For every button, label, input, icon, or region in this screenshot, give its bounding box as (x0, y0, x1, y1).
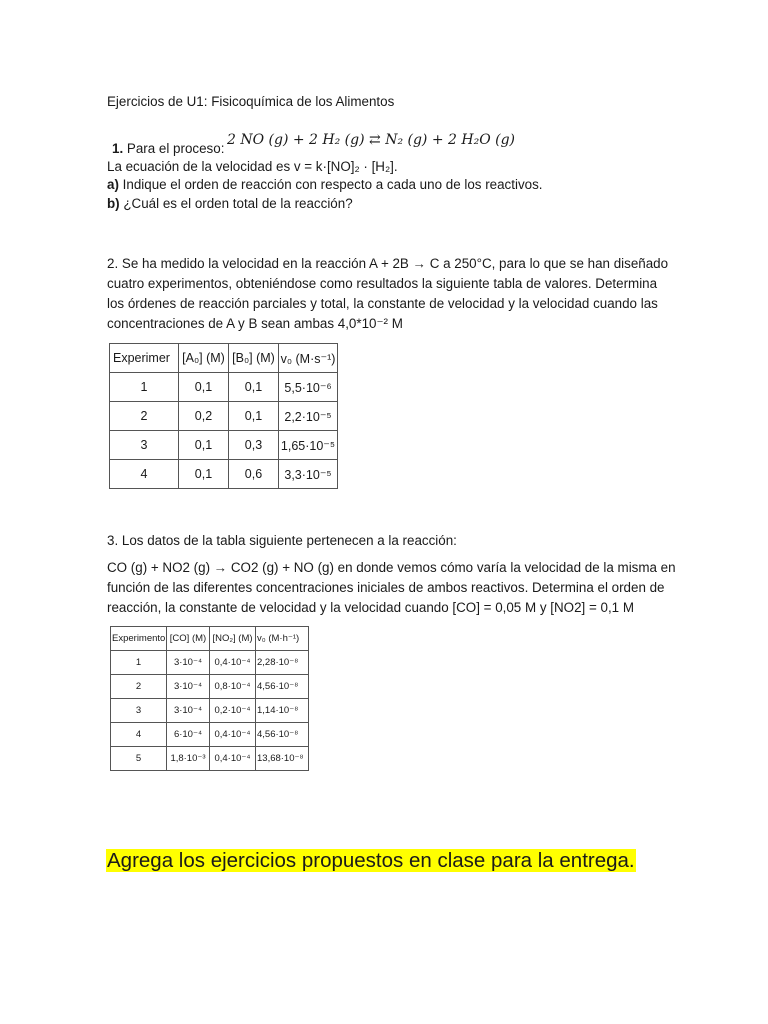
ex1-question-a (107, 175, 543, 195)
table-cell: 0,1 (179, 460, 229, 489)
table-cell: 3·10⁻⁴ (167, 651, 210, 675)
table-header-row (111, 627, 309, 651)
table-cell: 2,2·10⁻⁵ (279, 402, 338, 431)
table-cell: 0,3 (229, 431, 279, 460)
table-cell: 2 (111, 675, 167, 699)
table-cell: 0,1 (179, 431, 229, 460)
table-cell: 1 (111, 651, 167, 675)
ex3-line-3: reacción, la constante de velocidad y la velocidad cuando [CO] = 0,05 M y [NO2] = 0,1 M (107, 600, 634, 615)
ex2-data-table (109, 343, 338, 489)
highlighted-note-text: Agrega los ejercicios propuestos en clase para la entrega. (107, 849, 635, 872)
page-title: Ejercicios de U1: Fisicoquímica de los Alimentos (107, 94, 395, 109)
table-cell: 4,56·10⁻⁸ (256, 675, 309, 699)
table-row (110, 402, 338, 431)
table-cell: 0,4·10⁻⁴ (210, 651, 256, 675)
table-cell: 13,68·10⁻⁸ (256, 747, 309, 771)
table-cell: 4 (111, 723, 167, 747)
ex3-line-1: CO (g) + NO2 (g) → CO2 (g) + NO (g) en donde vemos cómo varía la velocidad de la misma en (107, 560, 676, 575)
table-cell: 6·10⁻⁴ (167, 723, 210, 747)
highlighted-note (106, 847, 636, 875)
table-cell: 1,8·10⁻³ (167, 747, 210, 771)
table-cell: 0,2·10⁻⁴ (210, 699, 256, 723)
ex2-line-2: cuatro experimentos, obteniéndose como resultados la siguiente tabla de valores. Determina (107, 276, 658, 291)
table-cell: 1,65·10⁻⁵ (279, 431, 338, 460)
ex1-b-label: b) (107, 196, 120, 211)
table-cell: 0,4·10⁻⁴ (210, 747, 256, 771)
table-cell: 0,1 (229, 402, 279, 431)
table-cell: 4,56·10⁻⁸ (256, 723, 309, 747)
table-cell: 3 (110, 431, 179, 460)
table-cell: 0,2 (179, 402, 229, 431)
table-cell: 2,28·10⁻⁸ (256, 651, 309, 675)
ex1-intro-text: Para el proceso: (126, 141, 225, 156)
ex2-line-3: los órdenes de reacción parciales y total, la constante de velocidad y la velocidad cuando las (107, 296, 658, 311)
ex1-equation: 2 NO (g) + 2 H₂ (g) ⇄ N₂ (g) + 2 H₂O (g) (227, 132, 516, 148)
table-row (110, 431, 338, 460)
table-cell: 0,4·10⁻⁴ (210, 723, 256, 747)
table-row (111, 699, 309, 723)
table-cell: 1,14·10⁻⁸ (256, 699, 309, 723)
table-row (111, 723, 309, 747)
ex1-a-label: a) (107, 177, 119, 192)
table-cell: 0,6 (229, 460, 279, 489)
table-cell: 0,1 (179, 373, 229, 402)
table-row (111, 747, 309, 771)
ex2-line-4: concentraciones de A y B sean ambas 4,0*10⁻² M (107, 316, 403, 331)
ex1-intro (112, 139, 224, 159)
table-row (111, 651, 309, 675)
table-header-cell: [CO] (M) (167, 627, 210, 651)
table-cell: 4 (110, 460, 179, 489)
table-cell: 3 (111, 699, 167, 723)
table-header-row (110, 344, 338, 373)
table-cell: 5 (111, 747, 167, 771)
table-row (110, 373, 338, 402)
table-header-cell: v₀ (M·s⁻¹) (279, 344, 338, 373)
ex1-a-text: Indique el orden de reacción con respecto a cada uno de los reactivos. (122, 177, 543, 192)
table-cell: 0,1 (229, 373, 279, 402)
table-header-cell: Experimento (111, 627, 167, 651)
ex1-b-text: ¿Cuál es el orden total de la reacción? (123, 196, 353, 211)
ex1-question-b (107, 194, 353, 214)
table-row (111, 675, 309, 699)
ex3-data-table (110, 626, 309, 771)
ex3-intro: 3. Los datos de la tabla siguiente pertenecen a la reacción: (107, 533, 457, 548)
table-header-cell: v₀ (M·h⁻¹) (256, 627, 309, 651)
table-cell: 5,5·10⁻⁶ (279, 373, 338, 402)
ex1-rate-law: La ecuación de la velocidad es v = k·[NO]₂ · [H₂]. (107, 159, 398, 174)
table-row (110, 460, 338, 489)
table-cell: 3·10⁻⁴ (167, 699, 210, 723)
table-cell: 3·10⁻⁴ (167, 675, 210, 699)
table-cell: 2 (110, 402, 179, 431)
table-header-cell: [A₀] (M) (179, 344, 229, 373)
ex2-line-1: 2. Se ha medido la velocidad en la reacción A + 2B → C a 250°C, para lo que se han diseñado (107, 256, 669, 271)
ex1-number: 1. (112, 141, 124, 156)
table-cell: 1 (110, 373, 179, 402)
table-cell: 3,3·10⁻⁵ (279, 460, 338, 489)
ex3-line-2: función de las diferentes concentraciones iniciales de ambos reactivos. Determina el orden de (107, 580, 665, 595)
table-header-cell: [NO₂] (M) (210, 627, 256, 651)
table-header-cell: [B₀] (M) (229, 344, 279, 373)
table-header-cell: Experimer (110, 344, 179, 373)
table-cell: 0,8·10⁻⁴ (210, 675, 256, 699)
